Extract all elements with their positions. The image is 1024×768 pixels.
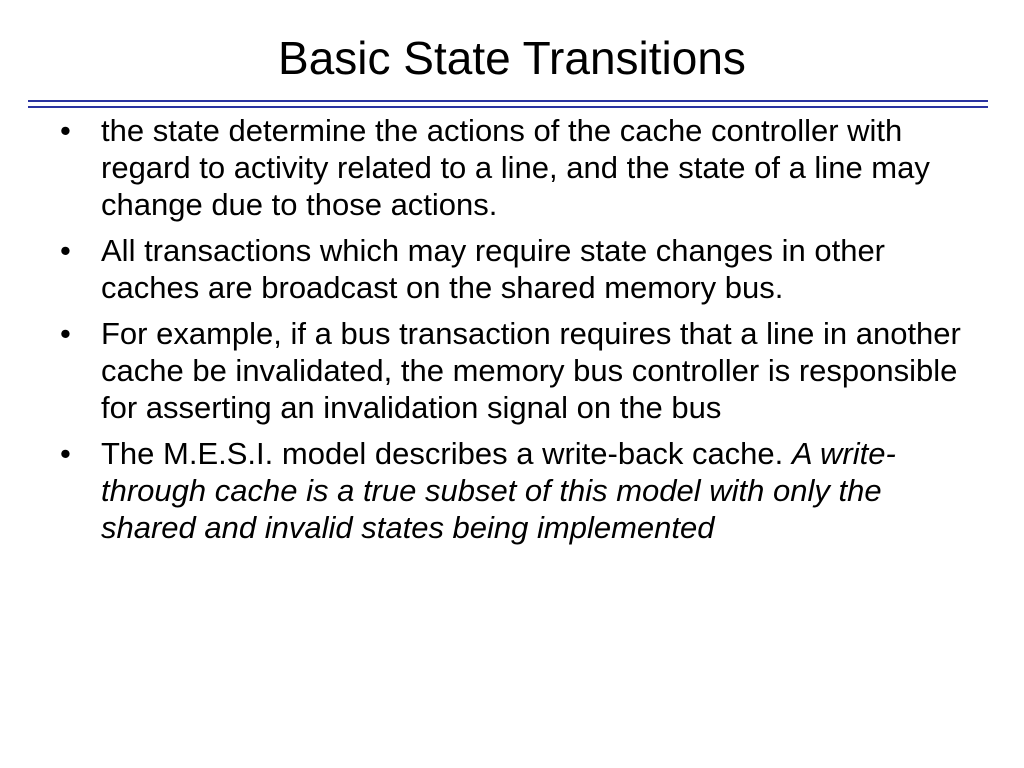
bullet-item-broadcast: [60, 232, 980, 306]
bullet-text: All transactions which may require state changes in other caches are broadcast on the shared memory bus.: [101, 233, 886, 305]
bullet-dot-icon: •: [60, 316, 71, 351]
bullet-text: the state determine the actions of the cache controller with regard to activity related to a line, and the state of a line may change due to those actions.: [101, 113, 930, 222]
bullet-dot-icon: •: [60, 233, 71, 268]
bullet-item-state-actions: [60, 112, 980, 223]
bullet-dot-icon: •: [60, 436, 71, 471]
bullet-text: For example, if a bus transaction requires that a line in another cache be invalidated, the memory bus controller is responsible for asserting an invalidation signal on the bus: [101, 316, 961, 425]
title-divider-top: [28, 100, 988, 102]
title-divider-bottom: [28, 106, 988, 108]
bullet-list: [60, 112, 980, 555]
bullet-text: The M.E.S.I. model describes a write-back cache.: [101, 436, 792, 471]
bullet-dot-icon: •: [60, 113, 71, 148]
slide-title: Basic State Transitions: [278, 32, 746, 84]
bullet-emphasis-text: A write-through cache is a true subset of this model with only the shared and invalid states being implemented: [101, 436, 896, 545]
bullet-item-mesi-model: [60, 435, 980, 546]
bullet-item-invalidation: [60, 315, 980, 426]
